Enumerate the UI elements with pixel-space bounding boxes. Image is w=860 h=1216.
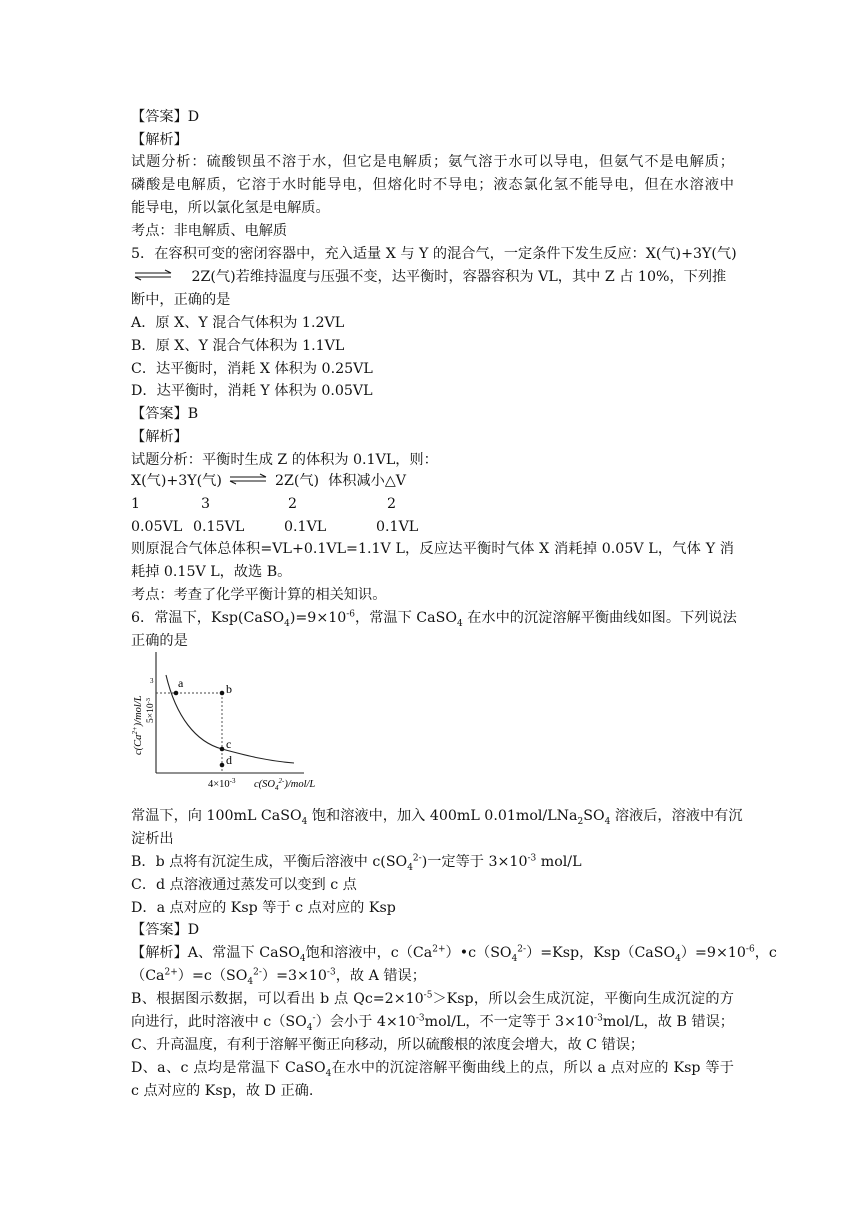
solubility-equilibrium-graph xyxy=(128,647,316,793)
q6-option-b: B．b 点将有沉淀生成，平衡后溶液中 $c(SO_4^{2-})$一定等于 $3\times 10^{-3}$ mol/L xyxy=(131,853,582,873)
q6-explanation-line6: D、a、c 点均是常温下 CaSO$_4$在水中的沉淀溶解平衡曲线上的点，所以 a 点对应的 Ksp 等于 xyxy=(131,1060,734,1079)
q5-option-a: A．原 X、Y 混合气体积为 1.2VL xyxy=(131,315,345,331)
point-a-label: a xyxy=(178,676,184,690)
stoich-volume: 0.15VL xyxy=(193,519,245,535)
analysis-line: 磷酸是电解质，它溶于水时能导电，但熔化时不导电；液态氯化氢不能导电，但在水溶液中 xyxy=(131,177,734,193)
point-c-label: c xyxy=(226,737,232,751)
point-b-label: b xyxy=(226,682,232,696)
x-tick-label: $4\times 10^{-3}$ xyxy=(208,777,236,790)
q6-option-c: C．d 点溶液通过蒸发可以变到 c 点 xyxy=(131,877,357,893)
q6-stem-line2: 正确的是 xyxy=(131,633,188,649)
stoich-volume: 0.1VL xyxy=(284,519,327,535)
y-axis-label: $c(Ca^{2+})/mol/L$ xyxy=(131,695,144,755)
q6-explanation-line3: B、根据图示数据，可以看出 b 点 $Qc=2\times 10^{-5}>Ksp$，所以会生成沉淀，平衡向生成沉淀的方 xyxy=(131,990,734,1007)
stoich-volume: 0.05VL xyxy=(131,519,183,535)
stoich-coef: 2 xyxy=(288,496,298,512)
q5-option-b: B．原 X、Y 混合气体积为 1.1VL xyxy=(131,338,345,354)
stoich-coef: 1 xyxy=(131,496,141,512)
q5-stem-line3: 断中，正确的是 xyxy=(131,292,231,308)
q5-analysis-line2: 则原混合气体总体积=VL+0.1VL=1.1V L，反应达平衡时气体 X 消耗掉 0.05V L，气体 Y 消 xyxy=(131,541,734,557)
equation-left: X(气)+3Y(气) xyxy=(131,473,222,489)
stoich-coef: 2 xyxy=(387,496,397,512)
q6-explanation-line2: $(Ca^{2+})=c(SO_4^{2-})=3\times 10^{-3}$，故 A 错误； xyxy=(131,967,426,987)
q5-analysis-line1: 试题分析：平衡时生成 Z 的体积为 0.1VL，则： xyxy=(131,452,438,468)
y-tick-label: $5\times 10^{-3}$ xyxy=(145,697,156,723)
q6-explanation-line4: 向进行，此时溶液中 $c(SO_4^-)$会小于 $4\times 10^{-3}mol/L$，不一定等于 $3\times 10^{-3}mol/L$，故 B 错误； xyxy=(131,1013,734,1033)
q5-analysis-line3: 耗掉 0.15V L，故选 B。 xyxy=(131,564,292,580)
answer-label-q5: 【答案】B xyxy=(131,406,199,422)
point-a xyxy=(174,691,179,696)
q6-explanation-line7: c 点对应的 Ksp，故 D 正确. xyxy=(131,1083,314,1099)
x-axis-label: $c(SO_4^{2-})/mol/L$ xyxy=(254,777,316,792)
q5-option-c: C．达平衡时，消耗 X 体积为 0.25VL xyxy=(131,361,373,377)
point-b xyxy=(220,691,225,696)
answer-label-q6: 【答案】D xyxy=(131,922,200,938)
q6-option-a-line2: 淀析出 xyxy=(131,831,174,847)
equilibrium-arrow-icon xyxy=(131,269,175,281)
point-d xyxy=(220,763,225,768)
q6-option-a-line1: 常温下，向 100mL CaSO$_4$ 饱和溶液中，加入 400mL $0.01mol/LNa_2SO_4$ 溶液后，溶液中有沉 xyxy=(131,808,743,827)
kaodian-q4: 考点：非电解质、电解质 xyxy=(131,223,288,239)
kaodian-q5: 考点：考查了化学平衡计算的相关知识。 xyxy=(131,587,387,603)
q5-stem-line1: 5．在容积可变的密闭容器中，充入适量 X 与 Y 的混合气，一定条件下发生反应：X(气)+3Y(气) xyxy=(131,246,737,262)
q5-stem-line2-text: 2Z(气)若维持温度与压强不变，达平衡时，容器容积为 VL，其中 Z 占 10%，下列推 xyxy=(191,269,727,285)
answer-label-q4: 【答案】D xyxy=(131,109,200,125)
y-tick-small: 3 xyxy=(150,677,154,685)
point-c xyxy=(220,747,225,752)
q6-explanation-line5: C、升高温度，有利于溶解平衡正向移动，所以硫酸根的浓度会增大，故 C 错误； xyxy=(131,1037,645,1053)
analysis-label-q5: 【解析】 xyxy=(131,429,188,445)
q5-option-d: D．达平衡时，消耗 Y 体积为 0.05VL xyxy=(131,383,373,399)
q6-explanation-line1: 【解析】A、常温下 CaSO$_4$饱和溶液中，$c(Ca^{2+})•c(SO_4^{2-})=Ksp$，$Ksp(CaSO_4)=9\times 10^{-6}$，c xyxy=(131,944,777,964)
analysis-line: 能导电，所以氯化氢是电解质。 xyxy=(131,200,330,216)
analysis-line: 试题分析：硫酸钡虽不溶于水，但它是电解质；氨气溶于水可以导电，但氨气不是电解质； xyxy=(131,154,734,170)
analysis-label-q4: 【解析】 xyxy=(131,132,188,148)
stoich-volume: 0.1VL xyxy=(376,519,419,535)
q5-equation xyxy=(131,471,406,491)
q6-stem-line1: 6．常温下，$Ksp(CaSO_4)=9\times 10^{-6}$，常温下 CaSO$_4$ 在水中的沉淀溶解平衡曲线如图。下列说法 xyxy=(131,609,737,629)
q6-option-d: D．a 点对应的 Ksp 等于 c 点对应的 Ksp xyxy=(131,900,396,916)
equilibrium-arrow-icon xyxy=(226,473,270,485)
equation-right: 2Z(气) 体积减小△V xyxy=(274,473,407,489)
stoich-coef: 3 xyxy=(201,496,211,512)
point-d-label: d xyxy=(226,753,232,767)
q5-stem-line2 xyxy=(131,267,734,287)
